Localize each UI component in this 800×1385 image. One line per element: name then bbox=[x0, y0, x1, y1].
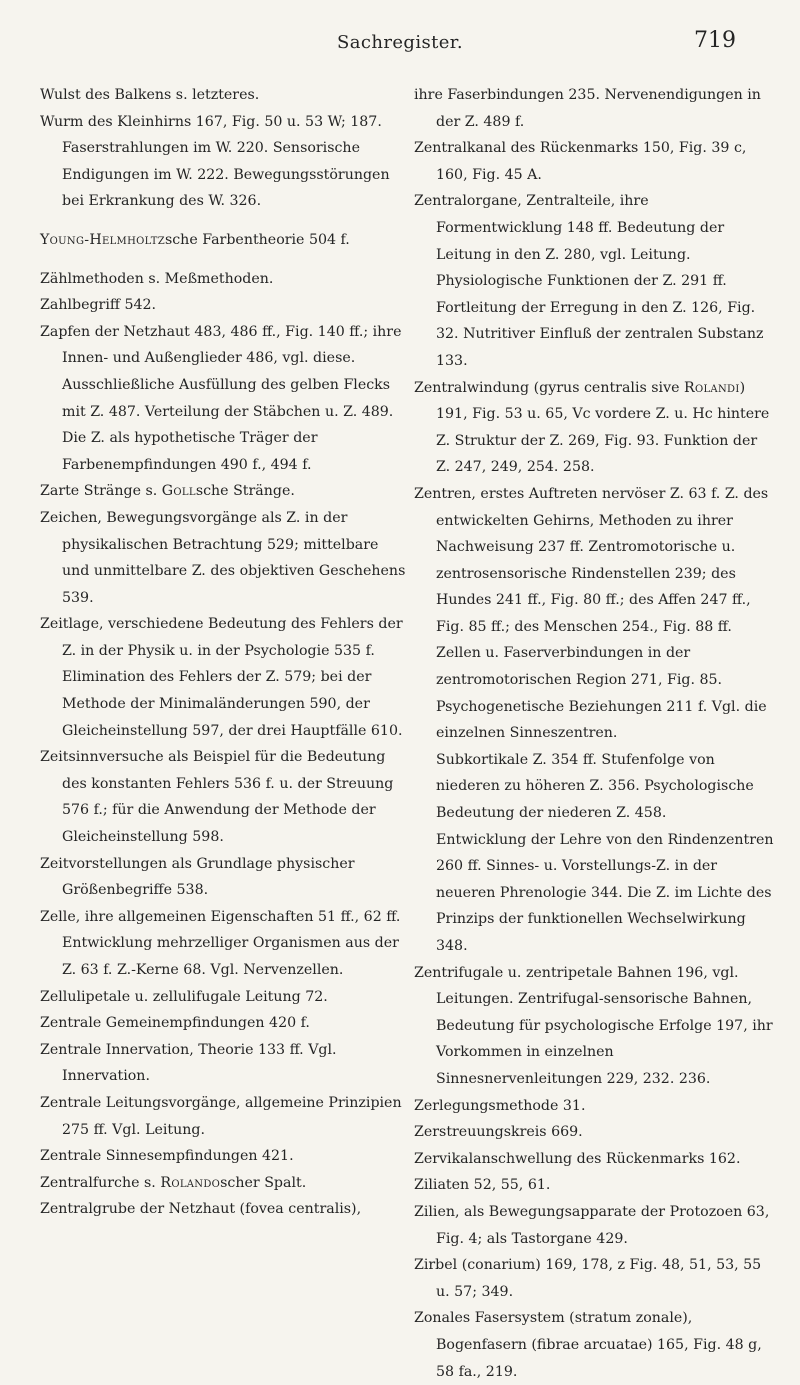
entry-text: Zentralkanal des Rückenmarks 150, Fig. 39 c, 160, Fig. 45 A. bbox=[414, 140, 747, 183]
entry-text: Zentralfurche s. bbox=[40, 1174, 161, 1191]
page-number: 719 bbox=[694, 28, 736, 53]
entry-text: Zentrale Gemeinempfindungen 420 f. bbox=[40, 1015, 310, 1032]
entry-text-continued: scher Spalt. bbox=[220, 1174, 307, 1191]
entry-text: Subkortikale Z. 354 ff. Stufenfolge von niederen zu höheren Z. 356. Psychologische Bedeutung der niederen Z. 458. bbox=[436, 751, 754, 822]
index-entry bbox=[414, 1199, 774, 1252]
entry-text: Zahlbegriff 542. bbox=[40, 297, 157, 314]
index-entry bbox=[40, 1143, 408, 1170]
entry-text: Zirbel (conarium) 169, 178, z Fig. 48, 51, 53, 55 u. 57; 349. bbox=[414, 1257, 762, 1300]
right-column bbox=[414, 82, 774, 1385]
index-entry bbox=[40, 505, 408, 611]
entry-text: Zerlegungsmethode 31. bbox=[414, 1097, 586, 1114]
index-entry bbox=[414, 1305, 774, 1385]
entry-text: Zentralwindung (gyrus centralis sive bbox=[414, 379, 685, 396]
entry-text: Zentrale Sinnesempfindungen 421. bbox=[40, 1148, 294, 1165]
entry-text: Zeichen, Bewegungsvorgänge als Z. in der physikalischen Betrachtung 529; mittelbare und unmittelbare Z. des objektiven Geschehens 539. bbox=[40, 509, 406, 606]
index-entry bbox=[40, 904, 408, 984]
index-entry bbox=[414, 82, 774, 135]
index-entry bbox=[40, 1010, 408, 1037]
index-entry bbox=[40, 82, 408, 109]
index-entry bbox=[40, 851, 408, 904]
entry-text: Zilien, als Bewegungsapparate der Protozoen 63, Fig. 4; als Tastorgane 429. bbox=[414, 1203, 770, 1247]
index-entry bbox=[40, 1037, 408, 1090]
index-entry bbox=[40, 266, 408, 293]
page-header bbox=[0, 26, 800, 66]
entry-text: Entwicklung der Lehre von den Rindenzentren 260 ff. Sinnes- u. Vorstellungs-Z. in der neueren Phrenologie 344. Die Z. im Lichte des Prinzips der funktionellen Wechselwirkung 348. bbox=[436, 831, 774, 954]
index-entry bbox=[414, 135, 774, 188]
entry-name-smallcaps: Rolandi bbox=[684, 379, 740, 396]
section-gap bbox=[40, 254, 408, 266]
entry-name-smallcaps: Young-Helmholtz bbox=[40, 231, 165, 248]
section-gap bbox=[40, 215, 408, 227]
entry-text: Ziliaten 52, 55, 61. bbox=[414, 1177, 551, 1194]
entry-text: Zellulipetale u. zellulifugale Leitung 72. bbox=[40, 988, 328, 1005]
index-entry bbox=[40, 109, 408, 215]
index-subentry bbox=[414, 295, 774, 375]
index-entry bbox=[414, 375, 774, 481]
index-entry bbox=[40, 478, 408, 505]
entry-text: Wurm des Kleinhirns 167, Fig. 50 u. 53 W; 187. Faserstrahlungen im W. 220. Sensorische Endigungen im W. 222. Bewegungsstörungen bei Erkrankung des W. 326. bbox=[40, 113, 390, 210]
left-column bbox=[40, 82, 408, 1223]
index-entry bbox=[40, 744, 408, 850]
index-entry bbox=[414, 481, 774, 747]
index-entry bbox=[40, 319, 408, 479]
entry-name-smallcaps: Goll bbox=[161, 483, 196, 500]
entry-name-smallcaps: Rolando bbox=[160, 1174, 221, 1191]
entry-text: Zentren, erstes Auftreten nervöser Z. 63 f. Z. des entwickelten Gehirns, Methoden zu ihrer Nachweisung 237 ff. Zentromotorische u. zentrosensorische Rindenstellen 239; des Hundes 241 ff., Fig. 80 ff.; des Affen 247 ff., Fig. 85 ff.; des Menschen 254., Fig. 88 ff. Zellen u. Faserverbindungen in der zentromotorischen Region 271, Fig. 85. Psychogenetische Beziehungen 211 f. Vgl. die einzelnen Sinneszentren. bbox=[414, 485, 769, 742]
index-entry bbox=[414, 1252, 774, 1305]
entry-text: Zervikalanschwellung des Rückenmarks 162. bbox=[414, 1150, 741, 1167]
entry-text: Zarte Stränge s. bbox=[40, 483, 162, 500]
index-entry bbox=[40, 227, 408, 254]
entry-text: Zentrale Leitungsvorgänge, allgemeine Prinzipien 275 ff. Vgl. Leitung. bbox=[40, 1094, 402, 1138]
entry-text: Zeitlage, verschiedene Bedeutung des Fehlers der Z. in der Physik u. in der Psychologie 535 f. Elimination des Fehlers der Z. 579; bei der Methode der Minimaländerungen 590, der Gleicheinstellung 597, der drei Hauptfälle 610. bbox=[40, 616, 403, 739]
index-entry bbox=[414, 188, 774, 294]
index-subentry bbox=[414, 827, 774, 960]
entry-text: Zonales Fasersystem (stratum zonale), Bogenfasern (fibrae arcuatae) 165, Fig. 48 g, 58 fa., 219. bbox=[414, 1310, 762, 1380]
index-entry bbox=[40, 1196, 408, 1223]
index-entry bbox=[414, 960, 774, 1093]
entry-text-continued: sche Stränge. bbox=[195, 483, 295, 500]
entry-text: Zählmethoden s. Meßmethoden. bbox=[40, 270, 274, 287]
index-entry bbox=[414, 1093, 774, 1120]
entry-text: Zeitvorstellungen als Grundlage physischer Größenbegriffe 538. bbox=[40, 855, 355, 899]
index-entry bbox=[414, 1146, 774, 1173]
index-entry bbox=[40, 1170, 408, 1197]
index-subentry bbox=[414, 747, 774, 827]
entry-text: Zeitsinnversuche als Beispiel für die Bedeutung des konstanten Fehlers 536 f. u. der Streuung 576 f.; für die Anwendung der Methode der Gleicheinstellung 598. bbox=[40, 749, 394, 846]
entry-text-continued: ) 191, Fig. 53 u. 65, Vc vordere Z. u. Hc hintere Z. Struktur der Z. 269, Fig. 93. Funktion der Z. 247, 249, 254. 258. bbox=[436, 379, 770, 476]
entry-text: Zelle, ihre allgemeinen Eigenschaften 51 ff., 62 ff. Entwicklung mehrzelliger Organismen aus der Z. 63 f. Z.-Kerne 68. Vgl. Nervenzellen. bbox=[40, 908, 401, 978]
entry-text: Zentrifugale u. zentripetale Bahnen 196, vgl. Leitungen. Zentrifugal-sensorische Bahnen, Bedeutung für psychologische Erfolge 197, ihr Vorkommen in einzelnen Sinnesnervenleitungen 229, 232. 236. bbox=[414, 964, 773, 1087]
entry-text: Zerstreuungskreis 669. bbox=[414, 1124, 583, 1141]
entry-text: Wulst des Balkens s. letzteres. bbox=[40, 87, 260, 103]
entry-text: ihre Faserbindungen 235. Nervenendigungen in der Z. 489 f. bbox=[414, 87, 761, 130]
index-entry bbox=[40, 1090, 408, 1143]
index-entry bbox=[414, 1119, 774, 1146]
index-entry bbox=[40, 292, 408, 319]
index-entry bbox=[40, 611, 408, 744]
index-entry bbox=[414, 1172, 774, 1199]
entry-text: Zentralorgane, Zentralteile, ihre Formentwicklung 148 ff. Bedeutung der Leitung in den Z. 280, vgl. Leitung. Physiologische Funktionen der Z. 291 ff. bbox=[414, 193, 727, 290]
entry-text: Zentralgrube der Netzhaut (fovea centralis), bbox=[40, 1201, 362, 1218]
entry-text: Zapfen der Netzhaut 483, 486 ff., Fig. 140 ff.; ihre Innen- und Außenglieder 486, vgl. diese. Ausschließliche Ausfüllung des gelben Flecks mit Z. 487. Verteilung der Stäbchen u. Z. 489. Die Z. als hypothetische Träger der Farbenempfindungen 490 f., 494 f. bbox=[40, 323, 402, 473]
index-entry bbox=[40, 984, 408, 1011]
page-title: Sachregister. bbox=[337, 32, 463, 53]
entry-text: Fortleitung der Erregung in den Z. 126, Fig. 32. Nutritiver Einfluß der zentralen Substanz 133. bbox=[436, 299, 764, 369]
entry-text: Zentrale Innervation, Theorie 133 ff. Vgl. Innervation. bbox=[40, 1041, 337, 1085]
entry-text: sche Farbentheorie 504 f. bbox=[164, 231, 350, 248]
